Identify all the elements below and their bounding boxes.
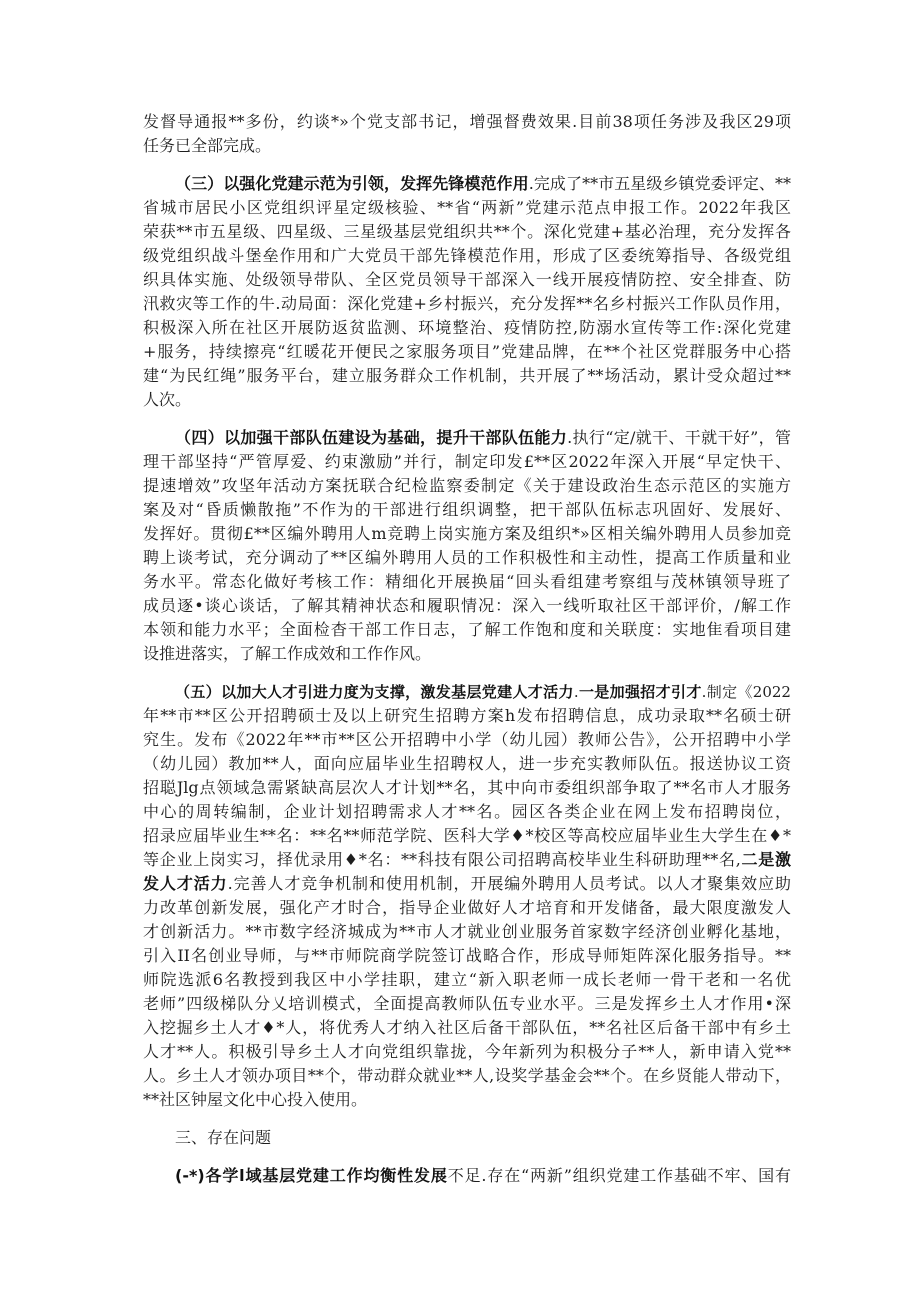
subsection-title: （五）以加大人才引进力度为支撑，激发基层党建人才活力 bbox=[175, 683, 574, 701]
text-line: 力改革创新发展，强化产才时合，指导企业做好人才培育和开发储备，最大限度激发人 bbox=[143, 898, 791, 917]
text-line: 人才**人。积极引导乡土人才向党组织靠拢，今年新列为积极分子**人，新申请入党** bbox=[143, 1042, 791, 1061]
subsection-title: （三）以强化党建示范为引领，发挥先锋模范作用 bbox=[175, 174, 529, 193]
text-line: 人次。 bbox=[143, 390, 192, 409]
text-run: 等企业上岗实习，择优录用♦*名：**科技有限公司招聘高校毕业生科研助理**名, bbox=[143, 850, 741, 869]
text-run: .完成了**市五星级乡镇党委评定、** bbox=[528, 174, 791, 193]
text-line: 成员逐•谈心谈话，了解其精神状态和履职情况：深入一线听取社区干部评价，/解工作 bbox=[143, 596, 791, 615]
text-line: 人。乡土人才领办项目**个，带动群众就业**人,设奖学基金会**个。在乡贤能人带动下， bbox=[143, 1066, 791, 1085]
text-line: 设推进落实，了解工作成效和工作作风。 bbox=[143, 644, 432, 663]
text-line: 务水平。常态化做好考核工作：精细化开展换届“回头看组建考察组与茂林镇领导班了 bbox=[143, 572, 791, 591]
text-line: 汛救灾等工作的牛.动局面：深化党建+乡村振兴，充分发挥**名乡村振兴工作队员作用， bbox=[143, 294, 791, 313]
text-line: 省城市居民小区党组织评星定级核验、**省“两新”党建示范点申报工作。2022年我区 bbox=[143, 198, 791, 217]
text-line bbox=[143, 1164, 791, 1188]
text-line: 建“为民红绳”服务平台，建立服务群众工作机制，共开展了**场活动，累计受众超过** bbox=[143, 366, 791, 385]
point-title: 一是加强招才引才 bbox=[578, 683, 702, 701]
paragraph bbox=[143, 110, 791, 158]
text-line: 聘上谈考试，充分调动了**区编外聘用人员的工作积极性和主动性，提高工作质量和业 bbox=[143, 548, 791, 567]
text-run: . bbox=[573, 683, 579, 701]
text-line: 任务已全部完成。 bbox=[143, 136, 272, 155]
text-line bbox=[143, 848, 791, 872]
text-line: 招录应届毕业生**名：**名**师范学院、医科大学♦*校区等高校应届毕业生大学生在♦* bbox=[143, 826, 791, 845]
text-line: 本领和能力水平；全面检杳干部工作日志，了解工作饱和度和关联度：实地隹看项目建 bbox=[143, 620, 791, 639]
text-line bbox=[143, 680, 791, 704]
paragraph bbox=[143, 680, 791, 1112]
text-line: 入挖掘乡土人才♦*人，将优秀人才纳入社区后备干部队伍，**名社区后备干部中有乡土 bbox=[143, 1018, 791, 1037]
subsection-title: （四）以加强干部队伍建设为基础，提升干部队伍能力 bbox=[175, 428, 568, 447]
text-line: 级党组织战斗堡垒作用和广大党员干部先锋模范作用，形成了区委统筹指导、各级党组 bbox=[143, 246, 791, 265]
text-line bbox=[143, 872, 791, 896]
text-line bbox=[143, 426, 791, 450]
text-line: 老师”四级梯队分乂培训模式，全面提高教师队伍专业水平。三是发挥乡土人才作用•深 bbox=[143, 994, 791, 1013]
section bbox=[143, 1126, 791, 1150]
point-title: 发人才活力 bbox=[143, 874, 228, 893]
text-line: 发挥好。贯彻£**区编外聘用人m竞聘上岗实施方案及组织*»区相关编外聘用人员参加竞 bbox=[143, 524, 791, 543]
text-line bbox=[143, 172, 791, 196]
paragraph bbox=[143, 1164, 791, 1188]
text-line: 积极深入所在社区开展防返贫监测、环境整治、疫情防控,防溺水宣传等工作:深化党建 bbox=[143, 318, 791, 337]
text-line: （幼儿园）教加**人，面向应届毕业生招聘权人，进一步充实教师队伍。报送协议工资 bbox=[143, 754, 791, 773]
body-text bbox=[143, 110, 791, 1188]
subsection-title: (-*)各学l域基层党建工作均衡性发展 bbox=[175, 1166, 448, 1185]
text-line: 中心的周转编制，企业计划招聘需求人才**名。园区各类企业在网上发布招聘岗位， bbox=[143, 802, 791, 821]
text-run: 不足.存在“两新”组织党建工作基础不牢、国有 bbox=[447, 1166, 791, 1185]
paragraph bbox=[143, 426, 791, 666]
text-line: 师院选派6名教授到我区中小学挂职，建立“新入职老师一成长老师一骨干老和一名优 bbox=[143, 970, 791, 989]
text-line: 荣获**市五星级、四星级、三星级基层党组织共**个。深化党建+基必治理，充分发挥各 bbox=[143, 222, 791, 241]
text-line: 年**市**区公开招聘硕士及以上研究生招聘方案h发布招聘信息，成功录取**名硕士研 bbox=[143, 706, 791, 725]
text-run: .执行“定/就干、干就干好”，管 bbox=[567, 428, 791, 447]
text-line: 理干部坚持“严管厚爱、约束激励”并行，制定印发£**区2022年深入开展“早定快干、 bbox=[143, 452, 791, 471]
text-line: 才创新活力。**市数字经济城成为**市人才就业创业服务首家数字经济创业孵化基地， bbox=[143, 922, 791, 941]
text-line: 织具体实施、处级领导带队、全区党员领导干部深入一线开展疫情防控、安全排查、防 bbox=[143, 270, 791, 289]
text-line: 发督导通报**多份，约谈*»个党支部书记，增强督费效果.目前38项任务涉及我区29项 bbox=[143, 112, 791, 131]
text-line: 提速增效”攻坚年活动方案抚联合纪检监察委制定《关于建设政治生态示范区的实施方 bbox=[143, 476, 791, 495]
text-line: **社区钟屋文化中心投入使用。 bbox=[143, 1090, 368, 1109]
section-heading: 三、存在问题 bbox=[175, 1128, 272, 1147]
text-line: 招聪Jlg点领域急需紧缺高层次人才计划**名，其中向市委组织部争取了**名市人才服务 bbox=[143, 778, 791, 797]
text-line: 引入II名创业导师，与**市师院商学院签订战略合作，形成导师矩阵深化服务指导。** bbox=[143, 946, 791, 965]
text-run: .制定《2022 bbox=[701, 683, 791, 701]
text-run: .完善人才竞争机制和使用机制，开展编外聘用人员考试。以人才聚集效应助 bbox=[227, 874, 791, 893]
paragraph bbox=[143, 172, 791, 412]
text-line: +服务，持续擦亮“红暖花开便民之家服务项目”党建品牌，在**个社区党群服务中心搭 bbox=[143, 342, 791, 361]
point-title: 二是激 bbox=[740, 850, 791, 869]
text-line: 究生。发布《2022年**市**区公开招聘中小学（幼儿园）教师公告》，公开招聘中小学 bbox=[143, 730, 791, 749]
text-line: 案及对“昏质懒散拖”不作为的干部进行组织调整，把干部队伍标志巩固好、发展好、 bbox=[143, 500, 791, 519]
